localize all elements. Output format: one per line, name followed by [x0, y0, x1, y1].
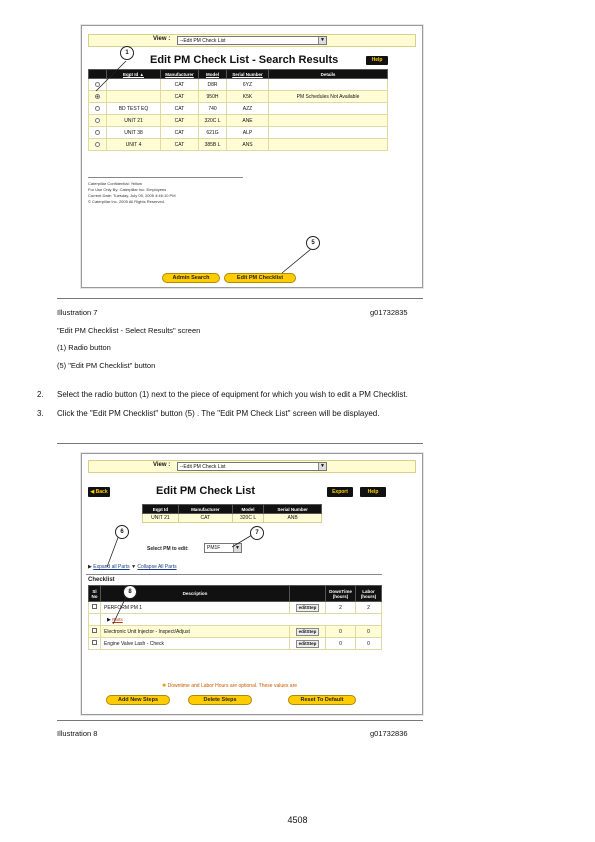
- caption-item: (1) Radio button: [57, 343, 111, 352]
- footer-line: © Caterpillar Inc. 2005 All Rights Reserved.: [88, 199, 165, 204]
- checklist-label: Checklist: [88, 577, 115, 583]
- triangle-down-icon: ▼: [131, 564, 137, 570]
- callout-8: 8: [123, 585, 137, 599]
- cell-manufacturer: CAT: [161, 103, 199, 115]
- page-title: Edit PM Check List - Search Results: [150, 54, 339, 66]
- cell-eqpt-id: UNIT 38: [107, 127, 161, 139]
- cell-serial: ANE: [227, 115, 269, 127]
- footer-line: For Use Only By: Caterpillar Inc. Employees: [88, 187, 167, 192]
- callout-1: 1: [120, 46, 134, 60]
- cell-model: 385B L: [199, 139, 227, 151]
- search-results-screenshot: [81, 25, 423, 288]
- parts-link[interactable]: Parts: [112, 616, 123, 622]
- cell-model: D8R: [199, 79, 227, 91]
- cell-labor[interactable]: 2: [356, 602, 382, 614]
- footer-line: Caterpillar Confidential: Yellow: [88, 181, 143, 186]
- help-button[interactable]: Help: [366, 56, 388, 65]
- edit-step-button[interactable]: editStep: [296, 604, 320, 612]
- select-pm-label: Select PM to edit:: [147, 546, 189, 552]
- footer-line: Current Date: Tuesday, July 05, 2005 4:46:10 PM: [88, 193, 176, 198]
- collapse-all-link[interactable]: Collapse All Parts: [137, 564, 177, 570]
- col-eqpt-id[interactable]: Eqpt Id ▲: [107, 70, 161, 79]
- col-manufacturer: Manufacturer: [178, 505, 232, 514]
- illustration-label: Illustration 7: [57, 308, 98, 317]
- cell-serial: K5K: [227, 91, 269, 103]
- cell-manufacturer: CAT: [161, 79, 199, 91]
- cell-details: PM Schedules Not Available: [269, 91, 388, 103]
- add-new-steps-button[interactable]: Add New Steps: [106, 695, 170, 705]
- callout-5: 5: [306, 236, 320, 250]
- delete-steps-button[interactable]: Delete Steps: [188, 695, 252, 705]
- col-description: Description: [101, 586, 290, 602]
- page-title: Edit PM Check List: [156, 485, 256, 497]
- edit-step-button[interactable]: editStep: [296, 640, 320, 648]
- back-label: Back: [95, 489, 108, 495]
- view-select-value: --Edit PM Check List: [180, 38, 226, 44]
- edit-step-button[interactable]: editStep: [296, 628, 320, 636]
- col-sl-no: Sl No: [89, 586, 101, 602]
- cell-eqpt-id: UNIT 4: [107, 139, 161, 151]
- cell-serial: ALP: [227, 127, 269, 139]
- step-text: Click the "Edit PM Checklist" button (5) . The "Edit PM Check List" screen will be displayed.: [57, 409, 380, 418]
- cell-serial: ANB: [264, 514, 322, 523]
- callout-leaders: [82, 454, 423, 715]
- cell-model: 320C L: [232, 514, 263, 523]
- cell-manufacturer: CAT: [161, 91, 199, 103]
- cell-description: PERFORM PM 1: [101, 602, 290, 614]
- callout-6: 6: [115, 525, 129, 539]
- optional-note-text: Downtime and Labor Hours are optional. These values are: [167, 683, 298, 689]
- caption-rule: [57, 443, 423, 444]
- cell-manufacturer: CAT: [161, 139, 199, 151]
- page-number: 4508: [287, 815, 308, 825]
- view-label: View :: [153, 36, 171, 42]
- cell-model: 740: [199, 103, 227, 115]
- triangle-right-icon: ▶: [88, 564, 92, 570]
- col-model[interactable]: Model: [199, 70, 227, 79]
- cell-eqpt-id: UNIT 21: [143, 514, 179, 523]
- edit-pm-checklist-button[interactable]: Edit PM Checklist: [224, 273, 296, 283]
- callout-7: 7: [250, 526, 264, 540]
- expand-all-link[interactable]: Expand all Parts: [93, 564, 130, 570]
- step-number: 2.: [37, 390, 44, 399]
- col-manufacturer[interactable]: Manufacturer: [161, 70, 199, 79]
- chevron-down-icon[interactable]: ▼: [233, 544, 241, 552]
- cell-description: Engine Valve Lash - Check: [101, 638, 290, 650]
- col-serial: Serial Number: [264, 505, 322, 514]
- caption-title: "Edit PM Checklist - Select Results" screen: [57, 326, 201, 335]
- cell-model: 320C L: [199, 115, 227, 127]
- step-number: 3.: [37, 409, 44, 418]
- illustration-code: g01732836: [370, 729, 408, 738]
- cell-labor[interactable]: 0: [356, 626, 382, 638]
- caption-rule: [57, 720, 423, 721]
- cell-eqpt-id: UNIT 21: [107, 115, 161, 127]
- chevron-down-icon[interactable]: ▼: [318, 37, 326, 44]
- illustration-code: g01732835: [370, 308, 408, 317]
- col-labor: Labor (hours): [356, 586, 382, 602]
- col-eqpt-id: Eqpt Id: [143, 505, 179, 514]
- cell-manufacturer: CAT: [161, 115, 199, 127]
- cell-downtime[interactable]: 2: [326, 602, 356, 614]
- cell-description: Electronic Unit Injector - Inspect/Adjust: [101, 626, 290, 638]
- cell-labor[interactable]: 0: [356, 638, 382, 650]
- cell-downtime[interactable]: 0: [326, 638, 356, 650]
- cell-model: 621G: [199, 127, 227, 139]
- help-button[interactable]: Help: [360, 487, 386, 497]
- chevron-down-icon[interactable]: ▼: [318, 463, 326, 470]
- illustration-label: Illustration 8: [57, 729, 98, 738]
- step-text: Select the radio button (1) next to the piece of equipment for which you wish to edit a PM Checklist.: [57, 390, 408, 399]
- arrow-left-icon: ◀: [90, 489, 95, 495]
- export-button[interactable]: Export: [327, 487, 353, 497]
- star-icon: ✱: [162, 683, 167, 689]
- col-serial[interactable]: Serial Number: [227, 70, 269, 79]
- cell-serial: AZZ: [227, 103, 269, 115]
- edit-checklist-screenshot: [81, 453, 423, 715]
- cell-manufacturer: CAT: [178, 514, 232, 523]
- cell-downtime[interactable]: 0: [326, 626, 356, 638]
- cell-model: 950H: [199, 91, 227, 103]
- col-downtime: DownTime (hours): [326, 586, 356, 602]
- caption-rule: [57, 298, 423, 299]
- col-model: Model: [232, 505, 263, 514]
- admin-search-button[interactable]: Admin Search: [162, 273, 220, 283]
- col-details: Details: [269, 70, 388, 79]
- caption-item: (5) "Edit PM Checklist" button: [57, 361, 156, 370]
- reset-default-button[interactable]: Reset To Default: [288, 695, 356, 705]
- cell-serial: 6YZ: [227, 79, 269, 91]
- pm-select-value: PM1F: [207, 545, 221, 551]
- cell-serial: ANS: [227, 139, 269, 151]
- callout-leaders: [82, 26, 423, 288]
- cell-manufacturer: CAT: [161, 127, 199, 139]
- triangle-right-icon: ▶: [107, 616, 111, 623]
- view-select-value: --Edit PM Check List: [180, 464, 226, 470]
- cell-eqpt-id: BD TEST EQ: [107, 103, 161, 115]
- view-label: View :: [153, 462, 171, 468]
